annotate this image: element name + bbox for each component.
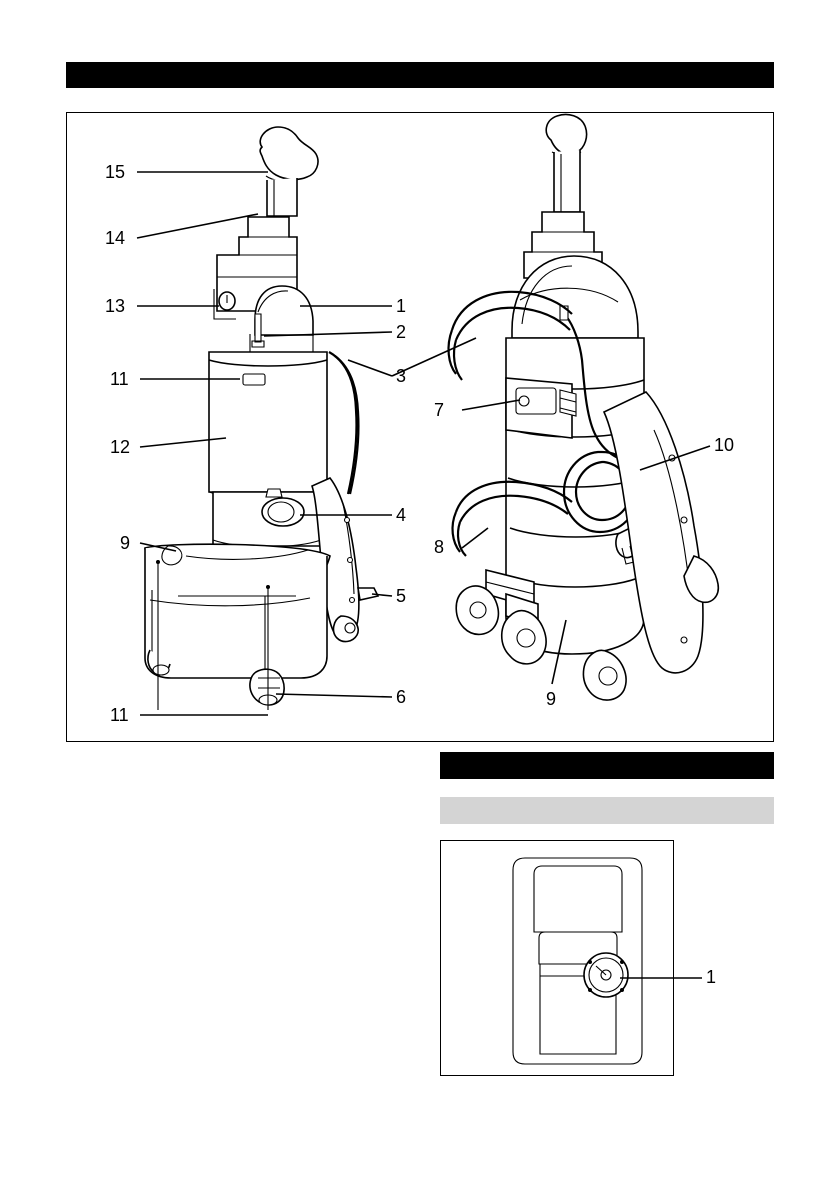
callout-9-front: 9 <box>120 533 131 553</box>
machine-overview-figure <box>66 112 774 742</box>
callout-10: 10 <box>714 435 735 455</box>
callout-detail-1: 1 <box>706 967 717 987</box>
callout-2: 2 <box>396 322 407 342</box>
callout-1: 1 <box>396 296 407 316</box>
callout-3: 3 <box>396 366 407 386</box>
detail-grey-subbar <box>440 797 774 824</box>
callout-4: 4 <box>396 505 407 525</box>
callout-14: 14 <box>105 228 126 248</box>
callout-5: 5 <box>396 586 407 606</box>
callout-13: 13 <box>105 296 126 316</box>
detail-black-banner <box>440 752 774 779</box>
callout-12: 12 <box>110 437 131 457</box>
callout-15: 15 <box>105 162 126 182</box>
callout-8: 8 <box>434 537 445 557</box>
callout-11-top: 11 <box>110 369 129 389</box>
callout-7: 7 <box>434 400 445 420</box>
callout-6: 6 <box>396 687 407 707</box>
top-black-banner <box>66 62 774 88</box>
callout-9-rear: 9 <box>546 689 557 709</box>
callout-11-bottom: 11 <box>110 705 129 725</box>
control-switch-detail <box>440 840 674 1076</box>
